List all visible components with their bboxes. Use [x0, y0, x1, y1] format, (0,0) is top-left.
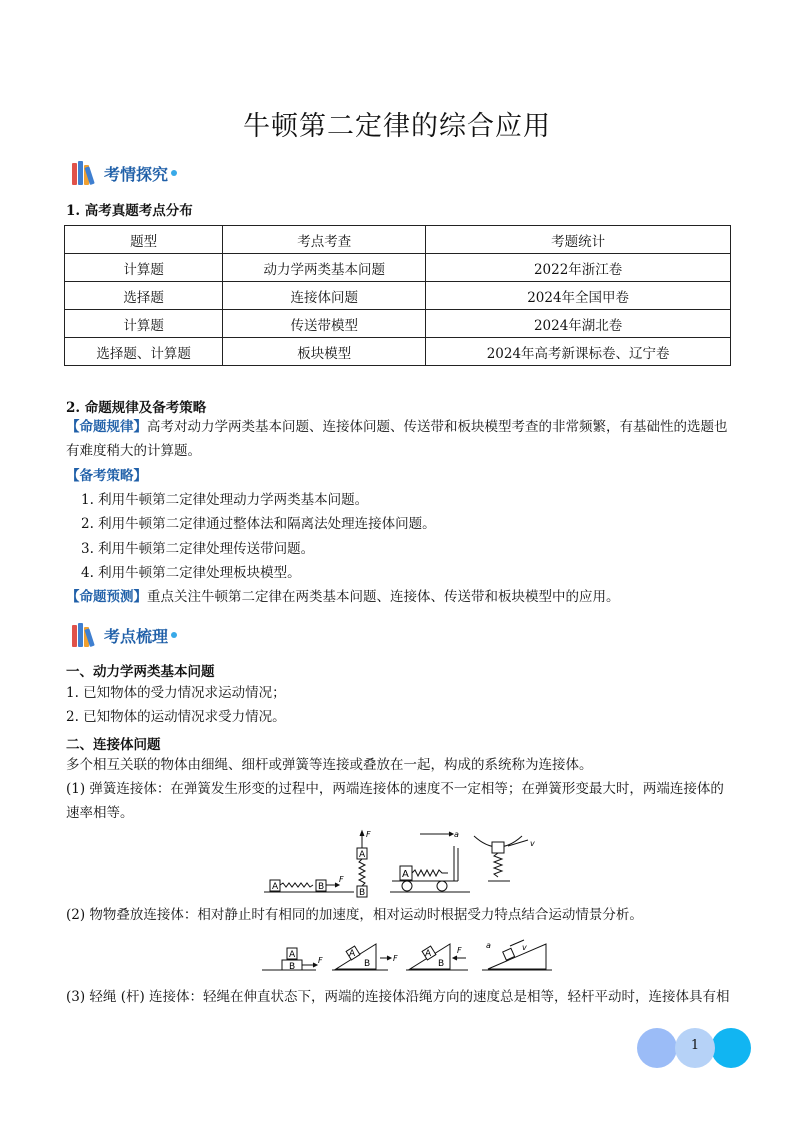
part1-item: 1. 已知物体的受力情况求运动情况； [66, 685, 286, 701]
page-number-badge [637, 1028, 753, 1068]
table-cell: 连接体问题 [223, 282, 426, 310]
circle-decoration [637, 1028, 677, 1068]
table-row [65, 310, 731, 338]
table-cell: 板块模型 [223, 338, 426, 366]
strategy-tag: 【备考策略】 [66, 468, 147, 484]
section-banner-exam-analysis [72, 159, 177, 187]
fig1-label: v [530, 839, 535, 848]
table-row [65, 254, 731, 282]
table-cell: 选择题、计算题 [65, 338, 223, 366]
fig2-label: B [289, 962, 296, 972]
predict-text: 重点关注牛顿第二定律在两类基本问题、连接体、传送带和板块模型中的应用。 [147, 589, 620, 605]
part2-p2: (2) 物物叠放连接体：相对静止时有相同的加速度，相对运动时根据受力特点结合运动情景分析。 [66, 907, 643, 923]
part2-p1-line2: 速率相等。 [66, 805, 134, 821]
section-label: 考情探究 [104, 164, 169, 184]
fig2-label: F [457, 946, 462, 955]
predict-paragraph [66, 585, 620, 609]
section-banner-key-points [72, 621, 177, 649]
table-row [65, 282, 731, 310]
rule-text-line2: 有难度稍大的计算题。 [66, 443, 201, 459]
table-cell: 计算题 [65, 310, 223, 338]
table-cell: 选择题 [65, 282, 223, 310]
table-header: 考点考查 [223, 226, 426, 254]
fig2-label: F [393, 954, 398, 963]
rule-text-line1: 高考对动力学两类基本问题、连接体问题、传送带和板块模型考查的非常频繁，有基础性的选题也 [147, 419, 728, 435]
rule-paragraph [66, 415, 736, 439]
books-icon [72, 161, 102, 185]
table-header-row [65, 226, 731, 254]
fig2-label: B [364, 959, 371, 969]
books-icon [72, 623, 102, 647]
section-label: 考点梳理 [104, 626, 169, 646]
rule-tag: 【命题规律】 [66, 419, 147, 435]
fig2-label: B [438, 959, 445, 969]
heading-rules-strategy: 2. 命题规律及备考策略 [66, 400, 207, 416]
heading-exam-distribution: 1. 高考真题考点分布 [66, 203, 193, 219]
page-title: 牛顿第二定律的综合应用 [243, 111, 551, 142]
dot-icon [171, 632, 177, 638]
fig1-label: F [366, 830, 371, 839]
strategy-item: 3. 利用牛顿第二定律处理传送带问题。 [81, 541, 315, 557]
table-cell: 2024年湖北卷 [426, 310, 731, 338]
fig1-label: F [339, 875, 344, 884]
strategy-item: 4. 利用牛顿第二定律处理板块模型。 [81, 565, 301, 581]
fig1-label: A [402, 869, 409, 880]
table-header: 题型 [65, 226, 223, 254]
part1-item: 2. 已知物体的运动情况求受力情况。 [66, 709, 286, 725]
table-cell: 传送带模型 [223, 310, 426, 338]
fig1-label: B [359, 888, 366, 898]
spring-connection-figure [262, 828, 552, 900]
fig2-label: A [289, 950, 296, 960]
fig1-label: A [272, 882, 279, 892]
part2-p1-line1: (1) 弹簧连接体：在弹簧发生形变的过程中，两端连接体的速度不一定相等；在弹簧形变最大时，两端连接体的 [66, 781, 724, 797]
part2-intro: 多个相互关联的物体由细绳、细杆或弹簧等连接或叠放在一起，构成的系统称为连接体。 [66, 757, 593, 773]
table-cell: 2024年全国甲卷 [426, 282, 731, 310]
fig1-label: a [454, 830, 459, 839]
table-cell: 计算题 [65, 254, 223, 282]
fig2-label: A [425, 949, 432, 959]
table-row [65, 338, 731, 366]
fig2-label: v [522, 943, 527, 952]
page-number: 1 [690, 1038, 700, 1053]
table-cell: 动力学两类基本问题 [223, 254, 426, 282]
circle-decoration [711, 1028, 751, 1068]
dot-icon [171, 170, 177, 176]
stacked-bodies-figure [260, 938, 560, 978]
fig2-label: a [486, 941, 491, 950]
table-cell: 2024年高考新课标卷、辽宁卷 [426, 338, 731, 366]
fig2-label: F [318, 956, 323, 965]
part2-p3: (3) 轻绳 (杆) 连接体：轻绳在伸直状态下，两端的连接体沿绳方向的速度总是相等，轻杆平动时，连接体具有相 [66, 989, 730, 1005]
exam-table [64, 225, 731, 366]
fig1-label: A [359, 850, 366, 860]
strategy-item: 1. 利用牛顿第二定律处理动力学两类基本问题。 [81, 492, 369, 508]
predict-tag: 【命题预测】 [66, 589, 147, 605]
table-header: 考题统计 [426, 226, 731, 254]
part2-heading: 二、连接体问题 [66, 737, 161, 753]
table-cell: 2022年浙江卷 [426, 254, 731, 282]
fig1-label: B [318, 882, 325, 892]
fig2-label: A [349, 949, 356, 959]
strategy-item: 2. 利用牛顿第二定律通过整体法和隔离法处理连接体问题。 [81, 516, 436, 532]
part1-heading: 一、动力学两类基本问题 [66, 664, 215, 680]
